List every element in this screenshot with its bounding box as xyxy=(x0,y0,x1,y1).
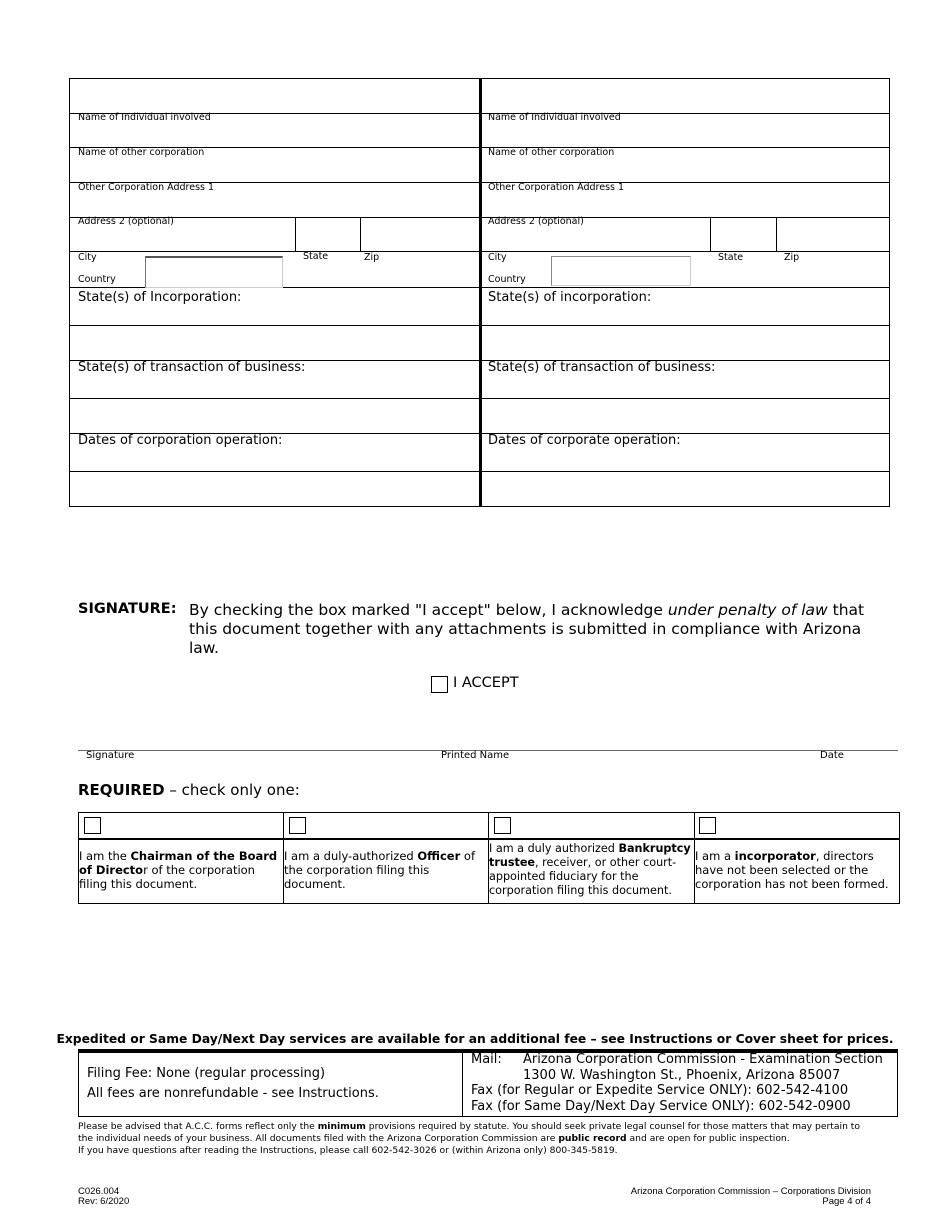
table-border xyxy=(78,1116,898,1117)
table-border xyxy=(78,812,900,813)
right-country-select[interactable] xyxy=(551,256,691,286)
revision: Rev: 6/2020 xyxy=(78,1196,130,1207)
right-transaction-input[interactable] xyxy=(483,400,887,432)
chairman-checkbox[interactable] xyxy=(84,817,101,834)
chairman-option-text xyxy=(79,849,282,891)
right-incorporation-input[interactable] xyxy=(483,327,887,359)
left-address2-label: Address 2 (optional) xyxy=(78,216,174,227)
table-border xyxy=(897,1049,898,1117)
signature-statement xyxy=(189,601,879,658)
signature-heading: SIGNATURE: xyxy=(78,601,177,617)
column-divider xyxy=(479,78,482,507)
left-individual-label: Name of Individual involved xyxy=(78,112,211,123)
left-address1-label: Other Corporation Address 1 xyxy=(78,182,215,193)
table-border xyxy=(78,838,900,840)
disclaimer-text: Please be advised that A.C.C. forms reflect only the xyxy=(78,1121,318,1132)
table-border xyxy=(78,903,900,904)
required-suffix: – check only one: xyxy=(164,781,300,799)
left-incorporation-label: State(s) of Incorporation: xyxy=(78,290,242,305)
agency-name: Arizona Corporation Commission – Corporations Division xyxy=(630,1186,871,1197)
right-top-input[interactable] xyxy=(483,80,887,112)
officer-option-text xyxy=(284,849,487,891)
signature-label: Signature xyxy=(86,750,135,761)
right-dates-label: Dates of corporate operation: xyxy=(488,433,681,448)
left-incorporation-input[interactable] xyxy=(71,327,477,359)
cell-divider xyxy=(776,217,777,252)
required-bold: REQUIRED xyxy=(78,781,165,799)
row-divider xyxy=(69,78,890,79)
row-divider xyxy=(69,217,890,218)
left-dates-label: Dates of corporation operation: xyxy=(78,433,283,448)
left-city-label: City xyxy=(78,252,97,263)
fax-regular: Fax (for Regular or Expedite Service ONLY): 602-542-4100 xyxy=(471,1083,849,1098)
option-text: I am a duly-authorized xyxy=(284,849,418,863)
option-bold: incorporator xyxy=(734,849,816,863)
right-address1-label: Other Corporation Address 1 xyxy=(488,182,625,193)
left-dates-input[interactable] xyxy=(71,473,477,505)
disclaimer xyxy=(78,1121,878,1157)
accept-checkbox[interactable] xyxy=(431,676,448,693)
right-address2-label: Address 2 (optional) xyxy=(488,216,584,227)
table-border xyxy=(69,78,70,507)
row-divider xyxy=(69,471,890,472)
right-city-label: City xyxy=(488,252,507,263)
date-label: Date xyxy=(820,750,844,761)
right-individual-label: Name of Individual involved xyxy=(488,112,621,123)
left-state-label: State xyxy=(303,251,329,262)
left-country-select[interactable] xyxy=(145,256,283,288)
option-text: of the corporation filing this document. xyxy=(284,849,475,891)
left-transaction-input[interactable] xyxy=(71,400,477,432)
incorporator-checkbox[interactable] xyxy=(699,817,716,834)
option-bold: Officer xyxy=(417,849,461,863)
option-text: I am a duly authorized xyxy=(489,842,619,855)
table-border xyxy=(462,1049,463,1117)
accept-label: I ACCEPT xyxy=(453,675,519,691)
left-zip-label: Zip xyxy=(364,252,380,263)
page-number: Page 4 of 4 xyxy=(822,1196,871,1207)
option-text: r of the corporation filing this document. xyxy=(79,863,255,891)
required-heading xyxy=(78,781,300,799)
expedite-notice: Expedited or Same Day/Next Day services are available for an additional fee – see Instructions or Cover sheet for prices. xyxy=(56,1032,894,1046)
disclaimer-bold: minimum xyxy=(317,1121,366,1132)
left-other-corp-label: Name of other corporation xyxy=(78,147,205,158)
option-text: , receiver, or other court-appointed fiduciary for the corporation filing this document. xyxy=(489,856,677,897)
right-zip-label: Zip xyxy=(784,252,800,263)
printed-name-label: Printed Name xyxy=(441,750,510,761)
incorporator-option-text xyxy=(695,849,898,891)
right-transaction-label: State(s) of transaction of business: xyxy=(488,360,716,375)
form-code: C026.004 xyxy=(78,1186,120,1197)
nonrefundable-text: All fees are nonrefundable - see Instructions. xyxy=(87,1086,379,1101)
right-dates-input[interactable] xyxy=(483,473,887,505)
right-incorporation-label: State(s) of incorporation: xyxy=(488,290,652,305)
disclaimer-text: and are open for public inspection. xyxy=(626,1133,790,1144)
cell-divider xyxy=(360,217,361,252)
left-country-label: Country xyxy=(78,274,116,285)
option-text: , directors have not been selected or the corporation has not been formed. xyxy=(695,849,889,891)
signature-text-italic: under penalty of law xyxy=(667,601,828,619)
fax-sameday: Fax (for Same Day/Next Day Service ONLY): 602-542-0900 xyxy=(471,1099,851,1114)
left-top-input[interactable] xyxy=(71,80,477,112)
disclaimer-text: provisions required by statute. You should seek private legal counsel for those matters that may pertain to the individual needs of your business. All documents filed with the Arizona Corporation Commission are xyxy=(78,1121,861,1144)
left-transaction-label: State(s) of transaction of business: xyxy=(78,360,306,375)
disclaimer-bold: public record xyxy=(558,1133,627,1144)
trustee-checkbox[interactable] xyxy=(494,817,511,834)
row-divider xyxy=(69,506,890,507)
row-divider xyxy=(69,325,890,326)
right-country-label: Country xyxy=(488,274,526,285)
right-other-corp-label: Name of other corporation xyxy=(488,147,615,158)
row-divider xyxy=(69,398,890,399)
signature-text-after: that this document together with any attachments is submitted in compliance with Arizona law. xyxy=(189,601,865,657)
option-text: I am the xyxy=(79,849,131,863)
option-bold: Bankruptcy trustee xyxy=(489,842,691,869)
option-text: I am a xyxy=(695,849,735,863)
row-divider xyxy=(69,251,890,252)
cell-divider xyxy=(295,217,296,252)
officer-checkbox[interactable] xyxy=(289,817,306,834)
right-state-label: State xyxy=(718,252,744,263)
signature-text-before: By checking the box marked "I accept" below, I acknowledge xyxy=(189,601,668,619)
table-border xyxy=(78,1049,79,1117)
option-bold: Chairman of the Board of Directo xyxy=(79,849,278,877)
mail-label: Mail: xyxy=(471,1052,502,1067)
mail-line-2: 1300 W. Washington St., Phoenix, Arizona 85007 xyxy=(523,1068,841,1083)
table-border xyxy=(899,812,900,904)
cell-divider xyxy=(710,217,711,252)
trustee-option-text xyxy=(489,842,693,898)
filing-fee-text: Filing Fee: None (regular processing) xyxy=(87,1066,326,1081)
table-border xyxy=(889,78,890,507)
disclaimer-contact: If you have questions after reading the Instructions, please call 602-542-3026 or (within Arizona only) 800-345-5819. xyxy=(78,1145,618,1156)
mail-line-1: Arizona Corporation Commission - Examination Section xyxy=(523,1052,883,1067)
